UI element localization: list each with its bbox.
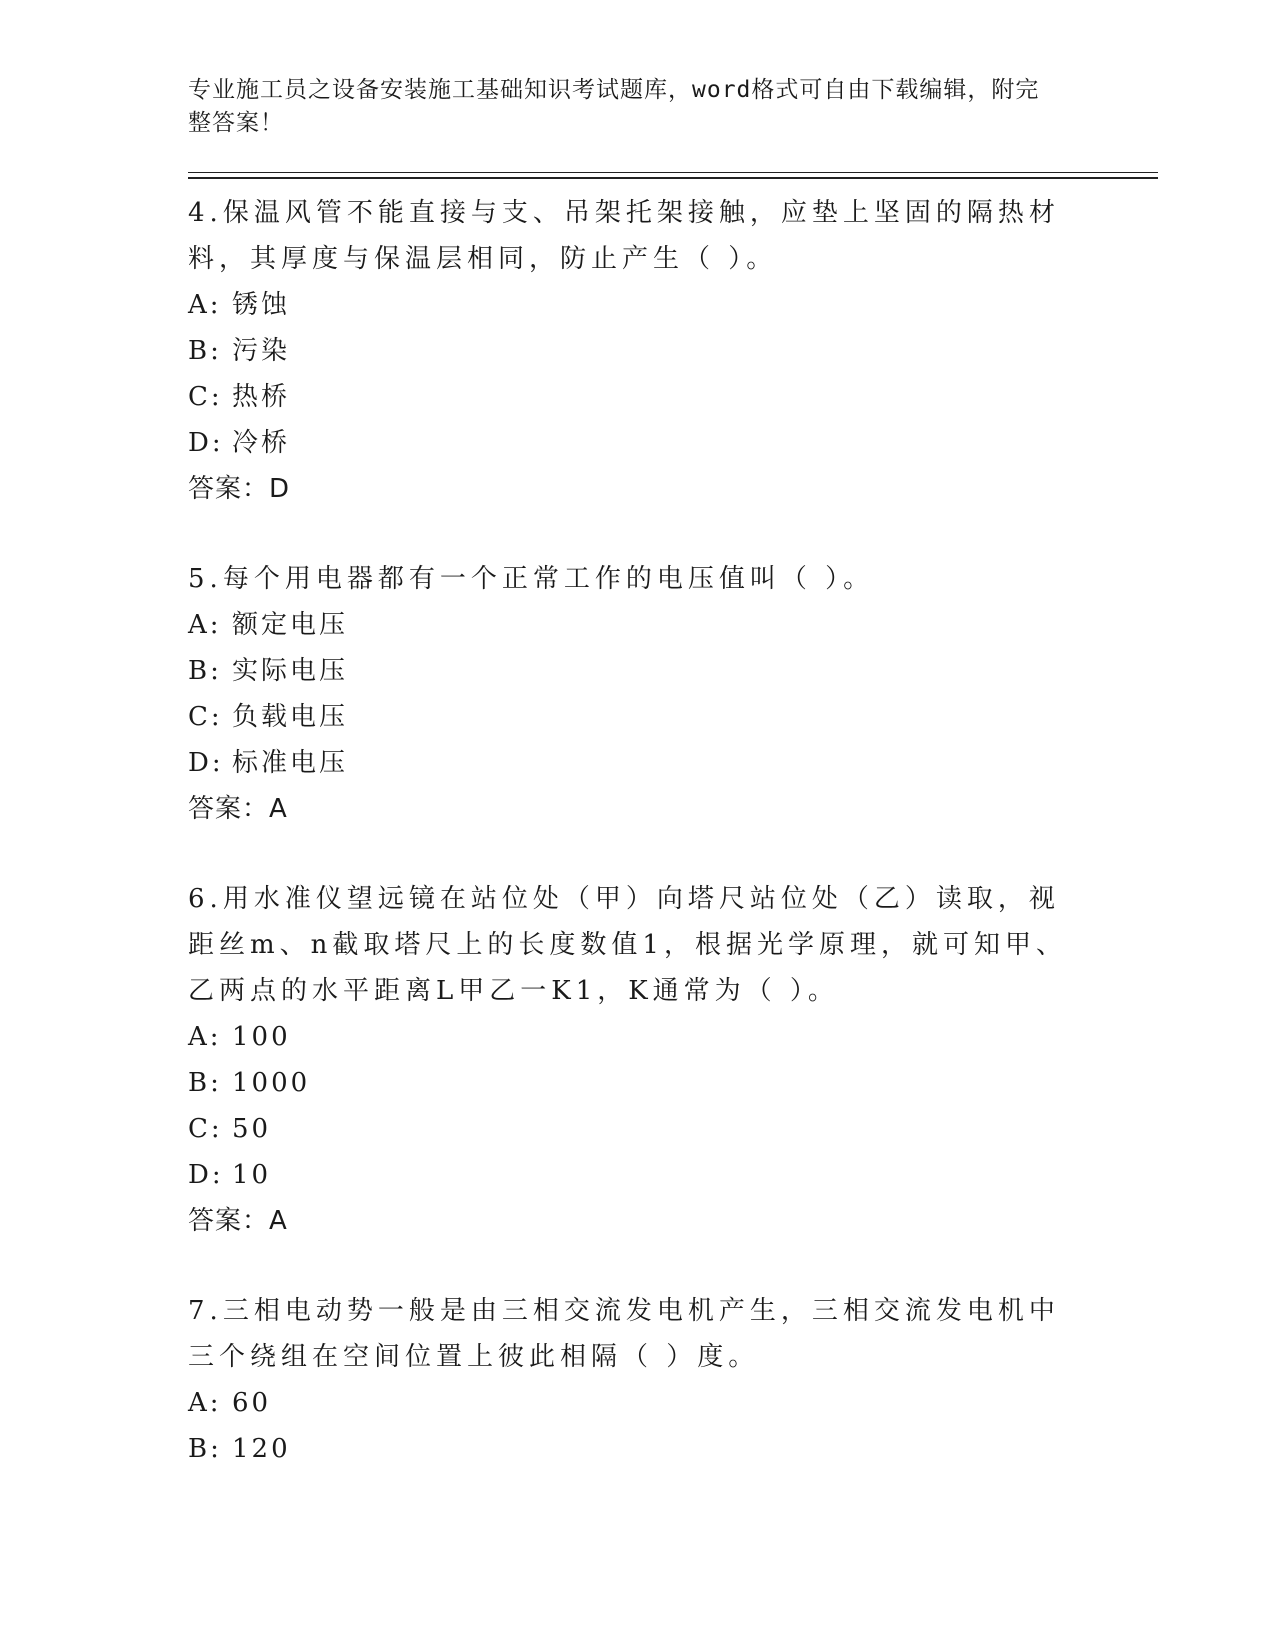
header-divider-bottom — [188, 177, 1158, 179]
option-letter: B: — [188, 336, 222, 366]
option-letter: C: — [188, 1114, 223, 1144]
question-5 — [188, 556, 1088, 832]
header-divider-top — [188, 172, 1158, 173]
option-a — [188, 282, 1088, 328]
option-letter: D: — [188, 748, 224, 778]
option-text: 50 — [232, 1114, 272, 1144]
question-7 — [188, 1288, 1088, 1472]
option-text: 锈蚀 — [232, 290, 291, 320]
option-d — [188, 740, 1088, 786]
option-letter: C: — [188, 382, 223, 412]
answer-line: 答案：A — [188, 1206, 288, 1236]
question-4 — [188, 190, 1088, 512]
option-letter: B: — [188, 1068, 222, 1098]
question-text: 5.每个用电器都有一个正常工作的电压值叫（ ）。 — [188, 564, 875, 594]
option-text: 1000 — [232, 1068, 311, 1098]
option-d — [188, 420, 1088, 466]
option-b — [188, 648, 1088, 694]
question-6 — [188, 876, 1088, 1244]
question-number: 4. — [188, 198, 223, 228]
option-c — [188, 694, 1088, 740]
option-text: 冷桥 — [232, 428, 291, 458]
question-text: 6.用水准仪望远镜在站位处（甲）向塔尺站位处（乙）读取，视距丝m、n截取塔尺上的长度数值1，根据光学原理，就可知甲、乙两点的水平距离L甲乙一K1，K通常为（ ）。 — [188, 884, 1067, 1006]
option-d — [188, 1152, 1088, 1198]
option-text: 热桥 — [232, 382, 291, 412]
option-letter: A: — [188, 1022, 222, 1052]
answer-line: 答案：D — [188, 474, 291, 504]
option-letter: A: — [188, 1388, 222, 1418]
header-title-line-2: 整答案！ — [188, 110, 284, 136]
option-text: 污染 — [232, 336, 291, 366]
option-a — [188, 602, 1088, 648]
question-text: 4.保温风管不能直接与支、吊架托架接触，应垫上坚固的隔热材料，其厚度与保温层相同，防止产生（ ）。 — [188, 198, 1060, 274]
option-a — [188, 1014, 1088, 1060]
answer-line: 答案：A — [188, 794, 288, 824]
question-number: 6. — [188, 884, 223, 914]
option-c — [188, 374, 1088, 420]
question-text: 7.三相电动势一般是由三相交流发电机产生，三相交流发电机中三个绕组在空间位置上彼此相隔（ ）度。 — [188, 1296, 1060, 1372]
option-text: 实际电压 — [232, 656, 349, 686]
option-letter: A: — [188, 290, 222, 320]
option-text: 100 — [232, 1022, 291, 1052]
option-text: 10 — [232, 1160, 272, 1190]
option-c — [188, 1106, 1088, 1152]
option-b — [188, 1426, 1088, 1472]
question-number: 7. — [188, 1296, 223, 1326]
option-text: 60 — [232, 1388, 272, 1418]
question-list — [188, 190, 1088, 1516]
header-title-line-1: 专业施工员之设备安装施工基础知识考试题库，word格式可自由下载编辑，附完 — [188, 77, 1040, 103]
option-b — [188, 1060, 1088, 1106]
option-text: 负载电压 — [232, 702, 349, 732]
option-text: 额定电压 — [232, 610, 349, 640]
option-letter: D: — [188, 428, 224, 458]
option-letter: B: — [188, 1434, 222, 1464]
option-a — [188, 1380, 1088, 1426]
option-letter: D: — [188, 1160, 224, 1190]
option-text: 标准电压 — [232, 748, 349, 778]
document-header — [188, 74, 1068, 140]
question-number: 5. — [188, 564, 223, 594]
option-b — [188, 328, 1088, 374]
option-text: 120 — [232, 1434, 291, 1464]
option-letter: C: — [188, 702, 223, 732]
option-letter: A: — [188, 610, 222, 640]
option-letter: B: — [188, 656, 222, 686]
